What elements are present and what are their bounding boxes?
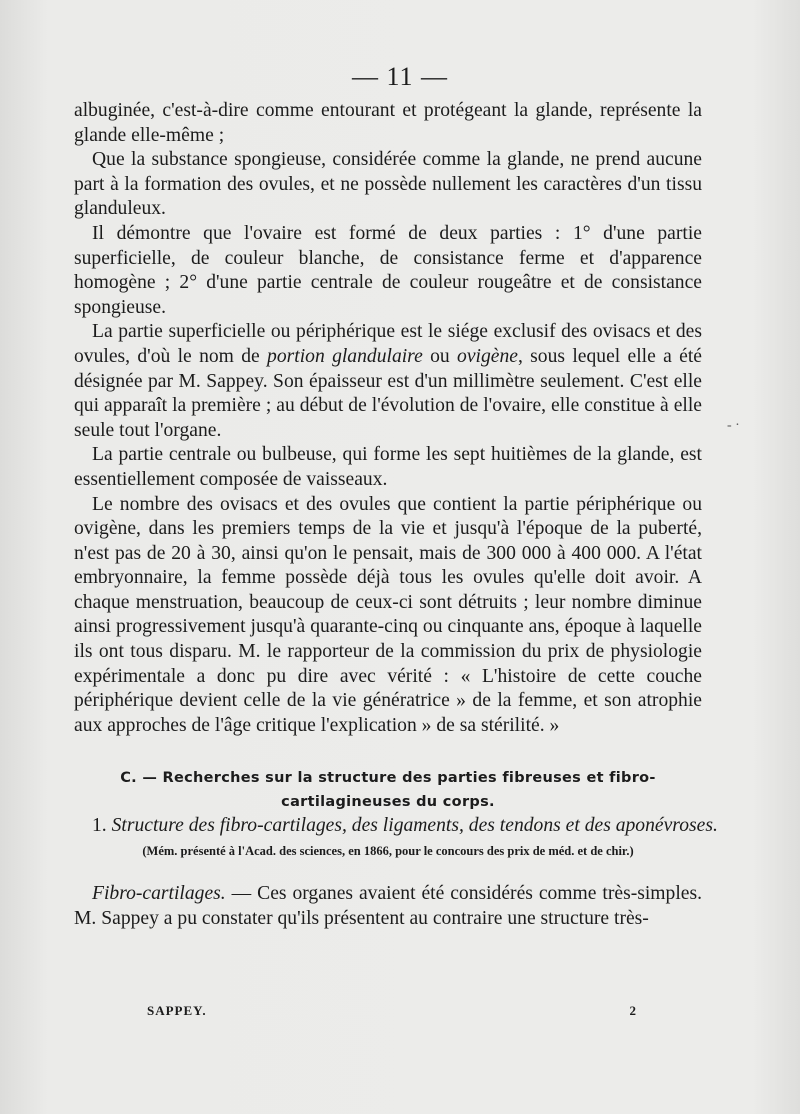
memoir-note: (Mém. présenté à l'Acad. des sciences, en 1866, pour le concours des prix de méd. et de chir.) — [142, 844, 634, 859]
page-number: — 11 — — [351, 62, 449, 91]
margin-dash-mark: - · — [727, 418, 740, 433]
paragraph-1: albuginée, c'est-à-dire comme entourant et protégeant la glande, représente la glande elle-même ; — [74, 100, 702, 146]
section-letter: C. — — [120, 770, 158, 787]
page-footer — [147, 1003, 637, 1019]
subsection-heading — [74, 814, 718, 838]
paragraph-5: La partie centrale ou bulbeuse, qui forme les sept huitièmes de la glande, est essentiellement composée de vaisseaux. — [74, 444, 702, 490]
fibro-cartilages-term: Fibro-cartilages. — [92, 883, 226, 905]
subsection-title: Structure des fibro-cartilages, des ligaments, des tendons et des aponévroses. — [111, 815, 718, 837]
paragraph-fibro-cartilages — [74, 882, 702, 931]
paragraph-4 — [74, 320, 702, 443]
paragraph-6: Le nombre des ovisacs et des ovules que contient la partie périphérique ou ovigène, dans les premiers temps de la vie et jusqu'à l'époque de la puberté, n'est pas de 20 à 30, ainsi qu'on le pensait, mais de 300 000 à 400 000. A l'état embryonnaire, la femme possède déjà tous les ovules qu'elle doit avoir. A chaque menstruation, beaucoup de ceux-ci sont détruits ; leur nombre diminue ainsi progressivement jusqu'à quarante-cinq ou cinquante ans, époque à laquelle ils ont tous disparu. M. le rapporteur de la commission du prix de physiologie expérimentale a donc pu dire avec vérité : « L'histoire de cette couche périphérique devient celle de la vie génératrice » de la femme, et son atrophie aux approches de l'âge critique l'explication » de sa stérilité. » — [74, 493, 702, 736]
paragraph-4-text-c: , sous lequel elle a été désignée par M. Sappey. Son épaisseur est d'un millimètre seulement. C'est elle qui apparaît la première ; au début de l'évolution de l'ovaire, elle constitue à elle seule tout l'organe. — [74, 345, 702, 441]
term-ovigene: ovigène — [457, 345, 518, 367]
term-portion-glandulaire: portion glandulaire — [267, 345, 423, 367]
fibro-cartilages-text: — Ces organes avaient été considérés comme très-simples. M. Sappey a pu constater qu'ils présentent au contraire une structure très- — [74, 883, 702, 930]
body-text — [74, 99, 718, 932]
paragraph-2: Que la substance spongieuse, considérée comme la glande, ne prend aucune part à la formation des ovules, et ne possède nullement les caractères d'un tissu glanduleux. — [74, 149, 702, 220]
paragraph-3: Il démontre que l'ovaire est formé de deux parties : 1° d'une partie superficielle, de couleur blanche, de consistance ferme et d'apparence homogène ; 2° d'une partie centrale de couleur rougeâtre et de consistance spongieuse. — [74, 222, 702, 318]
sheet-number: 2 — [629, 1003, 637, 1018]
paragraph-4-text-a: La partie superficielle ou périphérique est le siége exclusif des ovisacs et des ovules, d'où le nom de — [74, 321, 702, 367]
subsection-number: 1. — [92, 815, 107, 837]
section-title: Recherches sur la structure des parties fibreuses et fibro-cartilagineuses du corps. — [162, 770, 656, 811]
signature-mark: SAPPEY. — [147, 1003, 207, 1018]
paragraph-4-text-b: ou — [422, 345, 458, 367]
section-heading — [74, 766, 702, 814]
